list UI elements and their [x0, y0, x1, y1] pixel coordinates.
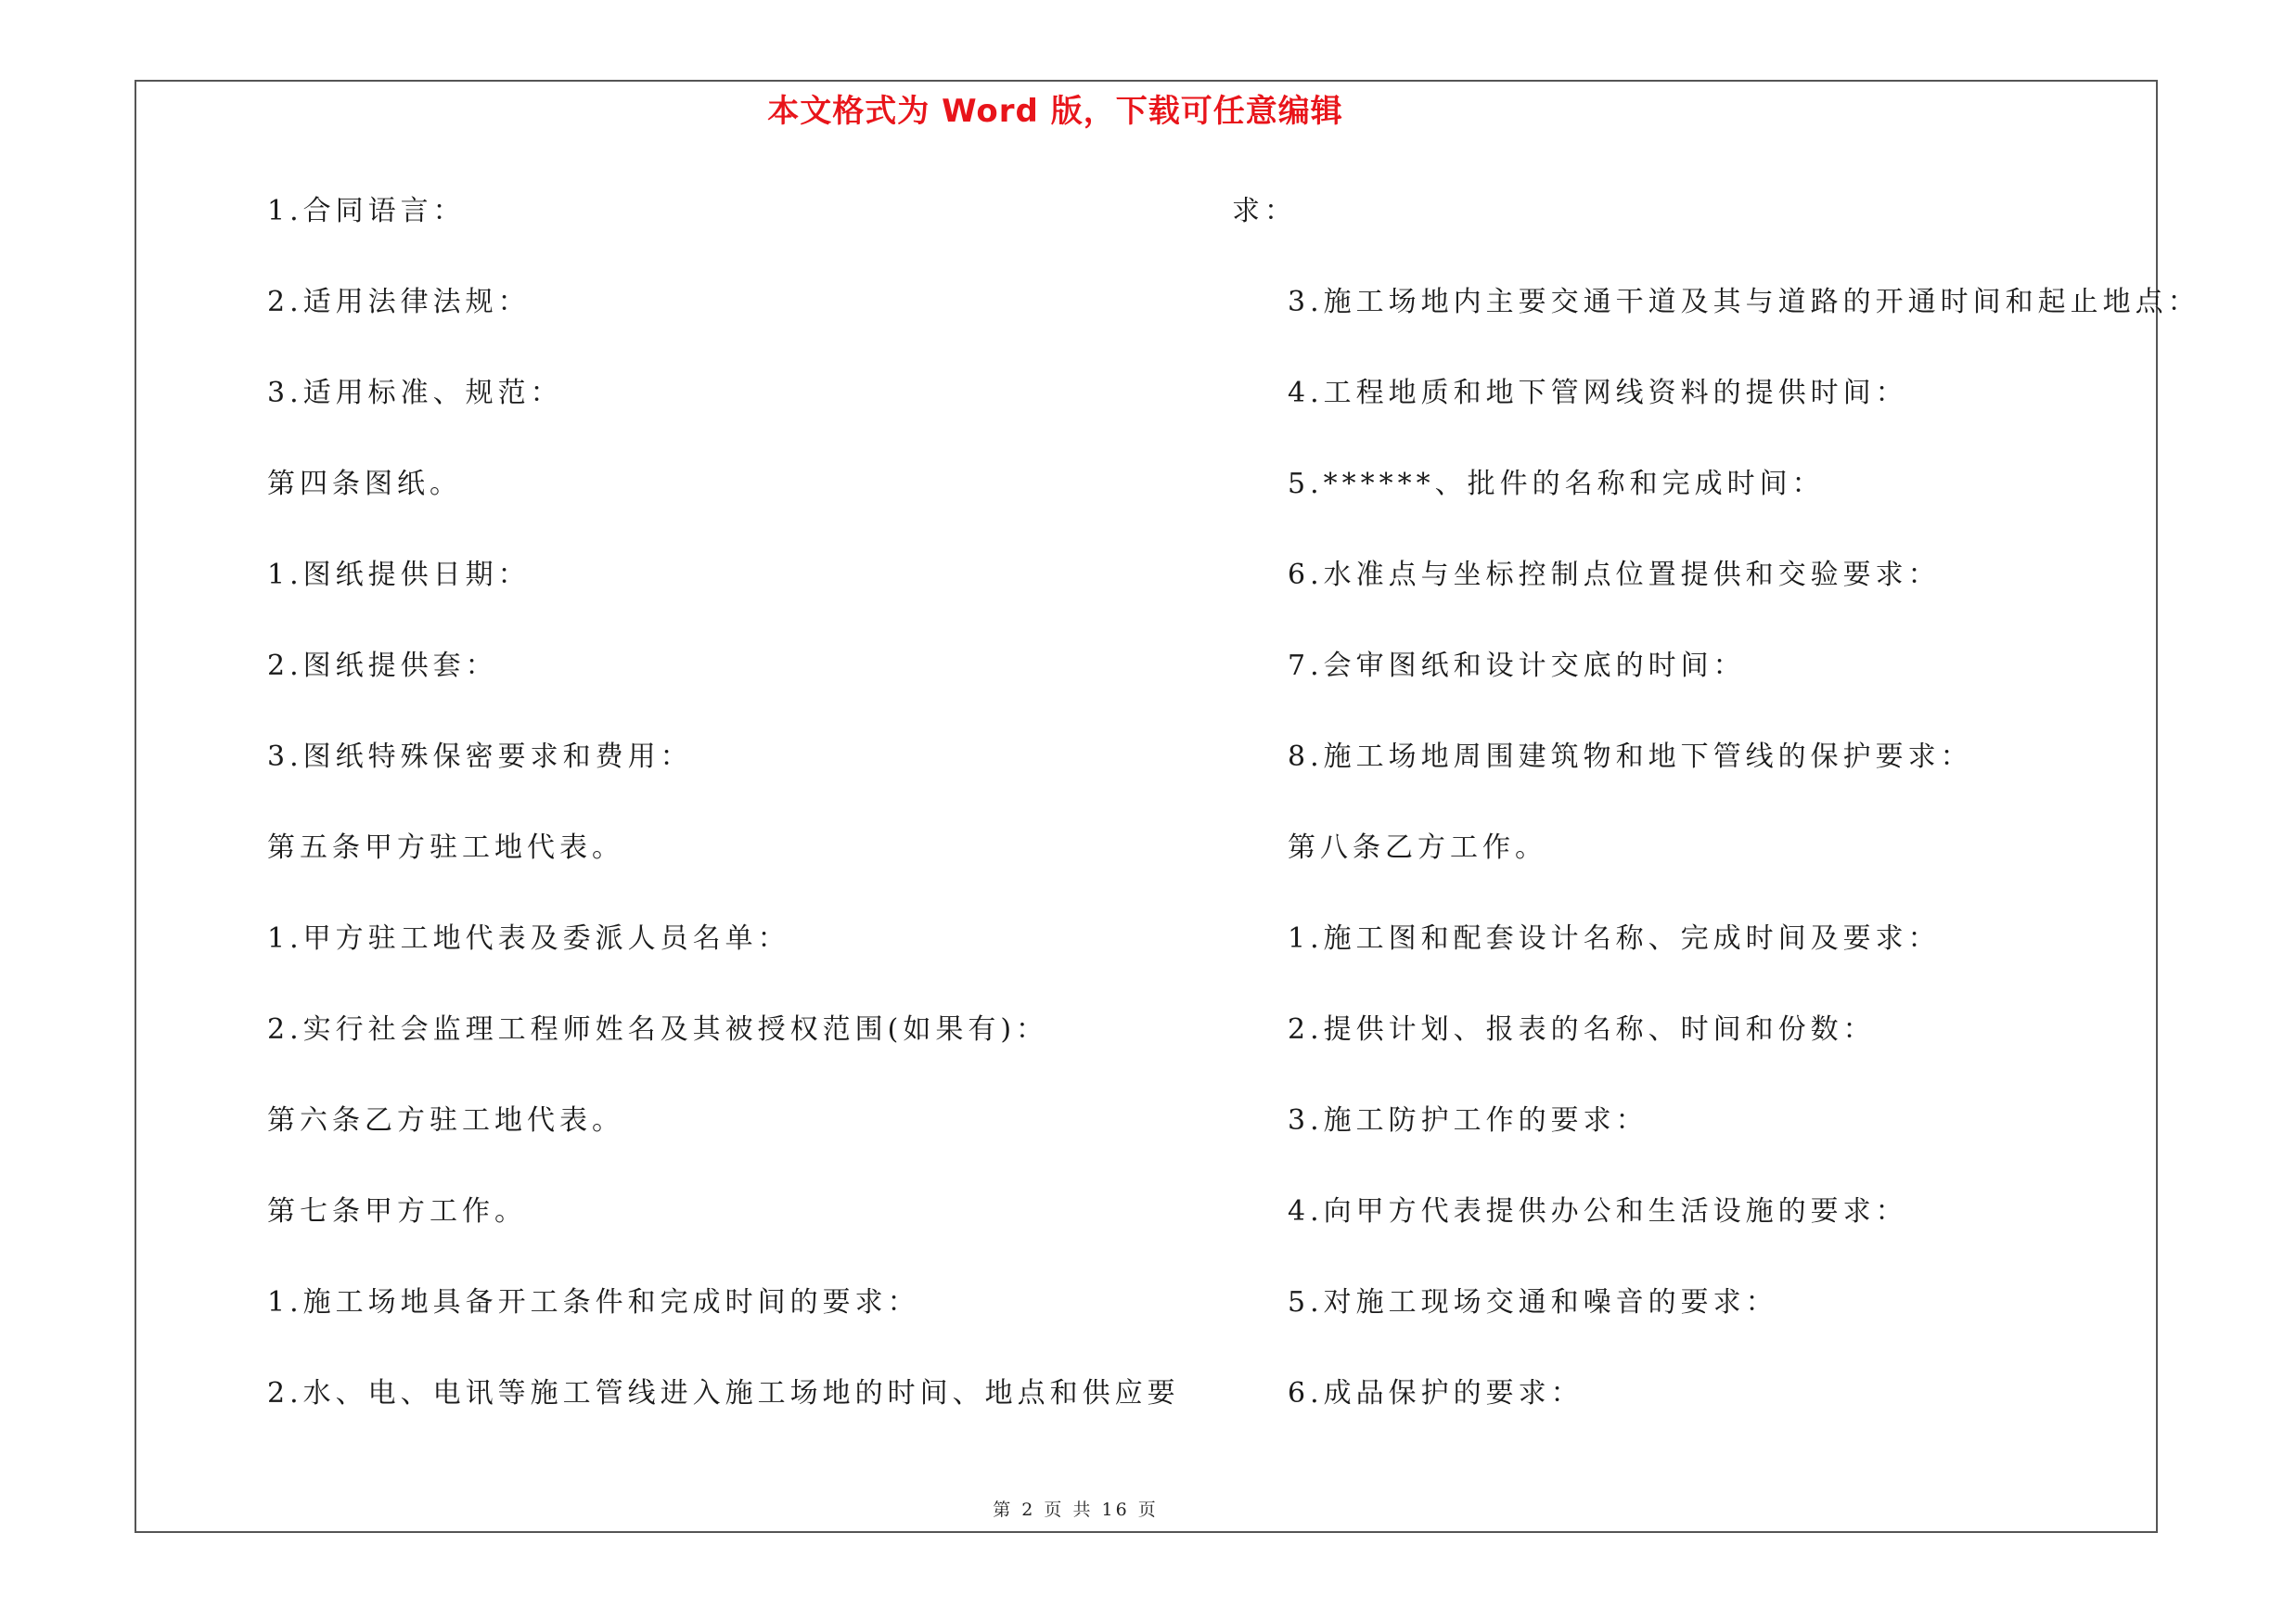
- text-line: 5.******、批件的名称和完成时间：: [1288, 468, 1825, 500]
- text-line: 1.施工图和配套设计名称、完成时间及要求：: [1288, 922, 1941, 955]
- text-line: 1.合同语言：: [267, 195, 466, 227]
- section-heading: 第六条乙方驻工地代表。: [267, 1104, 624, 1137]
- text-line: 2.图纸提供套：: [267, 650, 498, 682]
- text-line: 4.向甲方代表提供办公和生活设施的要求：: [1288, 1195, 1908, 1228]
- text-line: 8.施工场地周围建筑物和地下管线的保护要求：: [1288, 741, 1973, 773]
- text-line: 求：: [1232, 195, 1297, 227]
- text-line: 1.施工场地具备开工条件和完成时间的要求：: [267, 1286, 920, 1319]
- text-line: 3.图纸特殊保密要求和费用：: [267, 741, 693, 773]
- text-line: 2.实行社会监理工程师姓名及其被授权范围(如果有)：: [267, 1013, 1049, 1046]
- section-heading: 第八条乙方工作。: [1288, 831, 1547, 864]
- text-line: 2.水、电、电讯等施工管线进入施工场地的时间、地点和供应要: [267, 1377, 1180, 1410]
- text-line: 7.会审图纸和设计交底的时间：: [1288, 650, 1746, 682]
- text-line: 2.适用法律法规：: [267, 286, 531, 318]
- text-line: 3.施工防护工作的要求：: [1288, 1104, 1648, 1137]
- text-line: 4.工程地质和地下管网线资料的提供时间：: [1288, 377, 1908, 409]
- text-line: 1.甲方驻工地代表及委派人员名单：: [267, 922, 790, 955]
- section-heading: 第七条甲方工作。: [267, 1195, 527, 1228]
- text-line: 1.图纸提供日期：: [267, 559, 531, 591]
- text-line: 6.成品保护的要求：: [1288, 1377, 1584, 1410]
- section-heading: 第五条甲方驻工地代表。: [267, 831, 624, 864]
- section-heading: 第四条图纸。: [267, 468, 462, 500]
- document-banner: 本文格式为 Word 版，下载可任意编辑: [767, 93, 1343, 130]
- text-line: 6.水准点与坐标控制点位置提供和交验要求：: [1288, 559, 1941, 591]
- text-line: 3.施工场地内主要交通干道及其与道路的开通时间和起止地点：: [1288, 286, 2200, 318]
- page-number-footer: 第 2 页 共 16 页: [993, 1500, 1159, 1520]
- text-line: 2.提供计划、报表的名称、时间和份数：: [1288, 1013, 1876, 1046]
- text-line: 3.适用标准、规范：: [267, 377, 563, 409]
- text-line: 5.对施工现场交通和噪音的要求：: [1288, 1286, 1778, 1319]
